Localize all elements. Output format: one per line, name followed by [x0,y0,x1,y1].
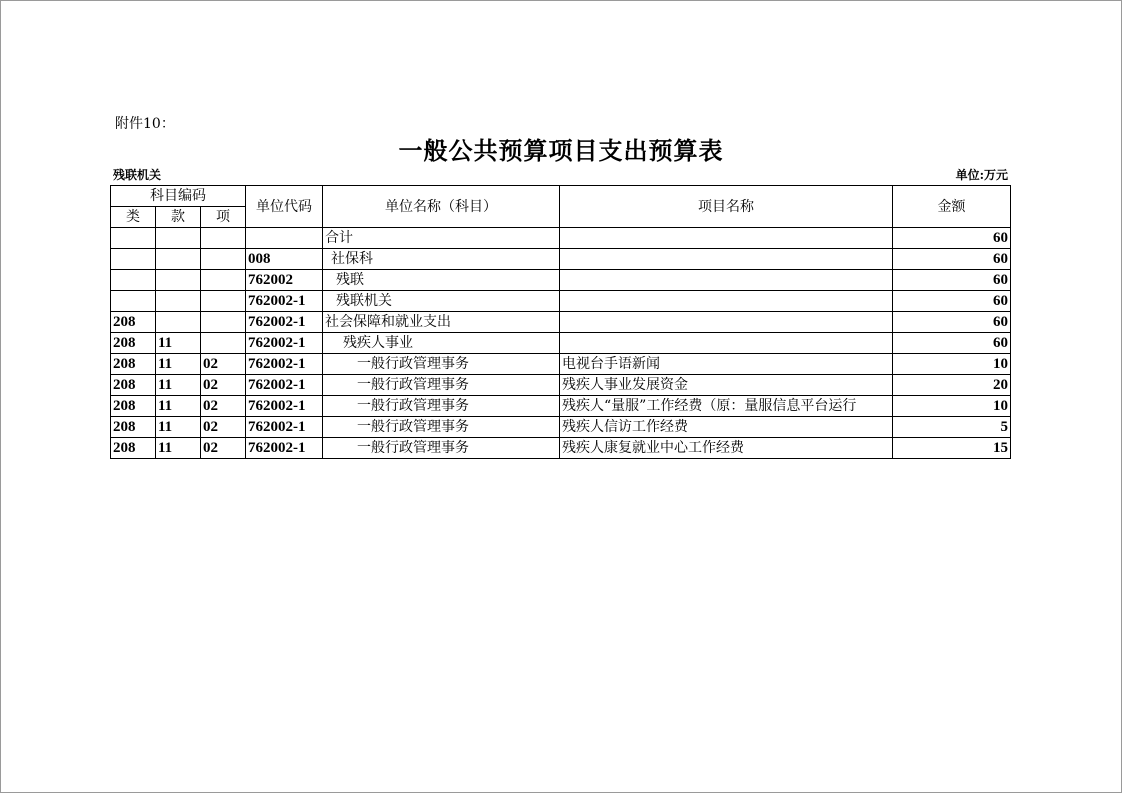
cell-xiang [201,312,246,333]
cell-unit-name: 合计 [323,228,560,249]
cell-unit-name: 残联 [323,270,560,291]
cell-unit-name: 社保科 [323,249,560,270]
cell-xiang: 02 [201,417,246,438]
table-row [111,291,1011,312]
table-row [111,417,1011,438]
cell-project-name: 残疾人康复就业中心工作经费 [560,438,893,459]
table-row [111,354,1011,375]
cell-kuan: 11 [156,354,201,375]
cell-project-name [560,291,893,312]
cell-xiang [201,270,246,291]
cell-unit-code: 762002-1 [246,375,323,396]
cell-project-name [560,270,893,291]
cell-xiang [201,333,246,354]
cell-kuan: 11 [156,417,201,438]
header-subject-code: 科目编码 [111,186,246,207]
table-row [111,312,1011,333]
cell-lei: 208 [111,396,156,417]
header-lei: 类 [111,207,156,228]
cell-unit-code: 762002-1 [246,312,323,333]
cell-project-name: 残疾人“量服”工作经费（原：量服信息平台运行 [560,396,893,417]
cell-unit-name: 一般行政管理事务 [323,375,560,396]
cell-unit-code: 762002-1 [246,417,323,438]
cell-project-name [560,249,893,270]
cell-xiang: 02 [201,396,246,417]
cell-unit-name: 一般行政管理事务 [323,438,560,459]
cell-xiang [201,228,246,249]
cell-amount: 10 [893,354,1011,375]
cell-unit-code: 762002 [246,270,323,291]
cell-amount: 20 [893,375,1011,396]
cell-amount: 10 [893,396,1011,417]
cell-project-name [560,333,893,354]
cell-xiang: 02 [201,375,246,396]
header-xiang: 项 [201,207,246,228]
page-title: 一般公共预算项目支出预算表 [398,136,724,165]
cell-lei: 208 [111,333,156,354]
cell-kuan: 11 [156,375,201,396]
budget-table [110,185,1011,459]
cell-kuan [156,228,201,249]
cell-amount: 60 [893,249,1011,270]
cell-amount: 5 [893,417,1011,438]
table-body [111,228,1011,459]
table-row [111,396,1011,417]
cell-unit-name: 一般行政管理事务 [323,354,560,375]
cell-amount: 60 [893,291,1011,312]
attachment-label: 附件10： [115,116,175,132]
cell-lei: 208 [111,417,156,438]
cell-lei [111,270,156,291]
header-amount: 金额 [893,186,1011,228]
cell-kuan [156,291,201,312]
cell-unit-code: 008 [246,249,323,270]
cell-unit-code: 762002-1 [246,396,323,417]
cell-unit-name: 一般行政管理事务 [323,396,560,417]
header-kuan: 款 [156,207,201,228]
cell-lei: 208 [111,312,156,333]
cell-project-name [560,228,893,249]
cell-kuan [156,249,201,270]
cell-xiang [201,291,246,312]
cell-kuan [156,270,201,291]
table-row [111,438,1011,459]
cell-amount: 60 [893,228,1011,249]
cell-unit-code: 762002-1 [246,354,323,375]
cell-xiang: 02 [201,354,246,375]
cell-lei [111,291,156,312]
header-project-name: 项目名称 [560,186,893,228]
table-row [111,333,1011,354]
header-unit-name: 单位名称（科目） [323,186,560,228]
cell-amount: 60 [893,333,1011,354]
cell-lei: 208 [111,354,156,375]
cell-unit-name: 一般行政管理事务 [323,417,560,438]
cell-unit-code: 762002-1 [246,291,323,312]
table-row [111,249,1011,270]
cell-unit-name: 社会保障和就业支出 [323,312,560,333]
cell-kuan [156,312,201,333]
unit-label: 单位:万元 [955,168,1008,182]
cell-project-name [560,312,893,333]
cell-unit-name: 残疾人事业 [323,333,560,354]
cell-lei: 208 [111,375,156,396]
cell-project-name: 残疾人信访工作经费 [560,417,893,438]
cell-amount: 60 [893,270,1011,291]
table-row [111,270,1011,291]
cell-lei: 208 [111,438,156,459]
cell-project-name: 残疾人事业发展资金 [560,375,893,396]
cell-kuan: 11 [156,396,201,417]
cell-lei [111,228,156,249]
cell-amount: 60 [893,312,1011,333]
cell-kuan: 11 [156,333,201,354]
cell-unit-code: 762002-1 [246,333,323,354]
cell-project-name: 电视台手语新闻 [560,354,893,375]
cell-xiang [201,249,246,270]
cell-unit-code [246,228,323,249]
header-unit-code: 单位代码 [246,186,323,228]
cell-kuan: 11 [156,438,201,459]
table-row [111,228,1011,249]
cell-unit-name: 残联机关 [323,291,560,312]
table-row [111,375,1011,396]
cell-amount: 15 [893,438,1011,459]
cell-lei [111,249,156,270]
organization-label: 残联机关 [113,168,162,182]
cell-xiang: 02 [201,438,246,459]
cell-unit-code: 762002-1 [246,438,323,459]
